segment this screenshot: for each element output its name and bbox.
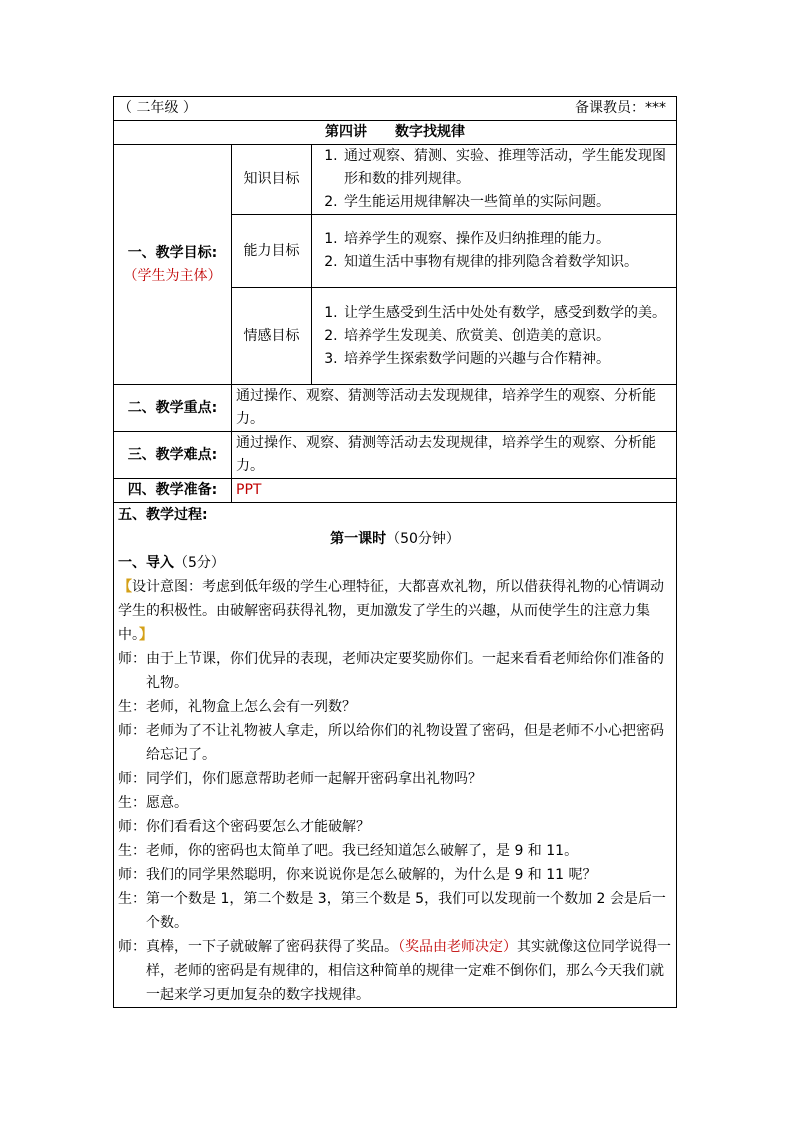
title-row — [114, 121, 677, 145]
period-name: 第一课时 — [330, 531, 387, 547]
lesson-plan-page — [113, 96, 676, 1008]
key-point-row — [114, 385, 677, 432]
ability-goal-list — [316, 228, 672, 274]
dialog-line: 生：老师，你的密码也太简单了吧。我已经知道怎么破解了，是 9 和 11。 — [118, 843, 579, 859]
period-duration: （50分钟） — [386, 531, 460, 547]
list-item: 1. 培养学生的观察、操作及归纳推理的能力。 — [342, 228, 672, 251]
lesson-title — [114, 121, 677, 145]
difficult-point-label: 三、教学难点: — [114, 432, 232, 479]
final-dialog-after: 其实就像这位同学说得一样，老师的密码是有规律的，相信这种简单的规律一定难不倒你们，那么今天我们就一起来学习更加复杂的数字找规律。 — [146, 939, 671, 1003]
goal-row-knowledge — [114, 145, 677, 215]
design-intent-text: 设计意图：考虑到低年级的学生心理特征，大都喜欢礼物，所以借获得礼物的心情调动学生的积极性。由破解密码获得礼物，更加激发了学生的兴趣，从而使学生的注意力集中。 — [118, 579, 664, 643]
list-item: 2. 知道生活中事物有规律的排列隐含着数学知识。 — [342, 251, 672, 274]
dialog-line: 师：我们的同学果然聪明，你来说说你是怎么破解的，为什么是 9 和 11 呢？ — [118, 867, 597, 883]
grade-label: （ 二年级 ） — [118, 100, 197, 116]
emotion-goal-list — [316, 302, 672, 371]
process-cell — [114, 503, 677, 1008]
dialog-line: 生：愿意。 — [118, 795, 188, 811]
design-close-bracket: 】 — [139, 627, 153, 643]
intro-label: 一、导入 — [118, 555, 174, 571]
knowledge-goal-cell — [312, 145, 677, 215]
lesson-plan-table — [113, 96, 677, 1008]
key-point-label: 二、教学重点: — [114, 385, 232, 432]
list-item: 1. 让学生感受到生活中处处有数学，感受到数学的美。 — [342, 302, 672, 325]
difficult-point-text: 通过操作、观察、猜测等活动去发现规律，培养学生的观察、分析能力。 — [232, 432, 677, 479]
preparation-label: 四、教学准备: — [114, 479, 232, 503]
preparation-row — [114, 479, 677, 503]
list-item: 2. 培养学生发现美、欣赏美、创造美的意识。 — [342, 325, 672, 348]
preparation-text: PPT — [232, 479, 677, 503]
dialog-line: 师：同学们，你们愿意帮助老师一起解开密码拿出礼物吗？ — [118, 771, 482, 787]
lesson-number: 第四讲 — [325, 124, 368, 140]
intro-duration: （5分） — [174, 555, 225, 571]
goals-label-cell — [114, 145, 232, 385]
emotion-goal-cell — [312, 288, 677, 385]
prize-note: （奖品由老师决定） — [398, 939, 517, 955]
final-dialog-before: 师：真棒，一下子就破解了密码获得了奖品。 — [118, 939, 398, 955]
dialog-line: 师：老师为了不让礼物被人拿走，所以给你们的礼物设置了密码，但是老师不小心把密码给忘记了。 — [118, 723, 664, 763]
design-intent — [118, 575, 672, 647]
process-row — [114, 503, 677, 1008]
intro-heading — [118, 551, 672, 575]
list-item: 1. 通过观察、猜测、实验、推理等活动，学生能发现图形和数的排列规律。 — [342, 145, 672, 191]
dialog-line: 师：由于上节课，你们优异的表现，老师决定要奖励你们。一起来看看老师给你们准备的礼物。 — [118, 651, 664, 691]
lesson-topic: 数字找规律 — [395, 124, 466, 140]
header-cell — [114, 97, 677, 121]
design-open-bracket: 【 — [118, 579, 132, 595]
dialog-line: 生：第一个数是 1，第二个数是 3，第三个数是 5，我们可以发现前一个数加 2 会是后一个数。 — [118, 891, 666, 931]
list-item: 3. 培养学生探索数学问题的兴趣与合作精神。 — [342, 348, 672, 371]
emotion-goal-label: 情感目标 — [232, 288, 312, 385]
difficult-point-row — [114, 432, 677, 479]
teacher-label: 备课教员：*** — [575, 100, 667, 116]
knowledge-goal-list — [316, 145, 672, 214]
knowledge-goal-label: 知识目标 — [232, 145, 312, 215]
dialog-line: 生：老师，礼物盒上怎么会有一列数？ — [118, 699, 356, 715]
ability-goal-label: 能力目标 — [232, 215, 312, 288]
key-point-text: 通过操作、观察、猜测等活动去发现规律，培养学生的观察、分析能力。 — [232, 385, 677, 432]
process-label: 五、教学过程: — [118, 507, 208, 523]
ability-goal-cell — [312, 215, 677, 288]
goals-sublabel: （学生为主体） — [123, 267, 222, 284]
period-title — [118, 527, 672, 551]
list-item: 2. 学生能运用规律解决一些简单的实际问题。 — [342, 191, 672, 214]
dialog-line: 师：你们看看这个密码要怎么才能破解？ — [118, 819, 370, 835]
dialog-line-final — [118, 935, 672, 1007]
header-row — [114, 97, 677, 121]
goals-label: 一、教学目标: — [127, 244, 218, 261]
